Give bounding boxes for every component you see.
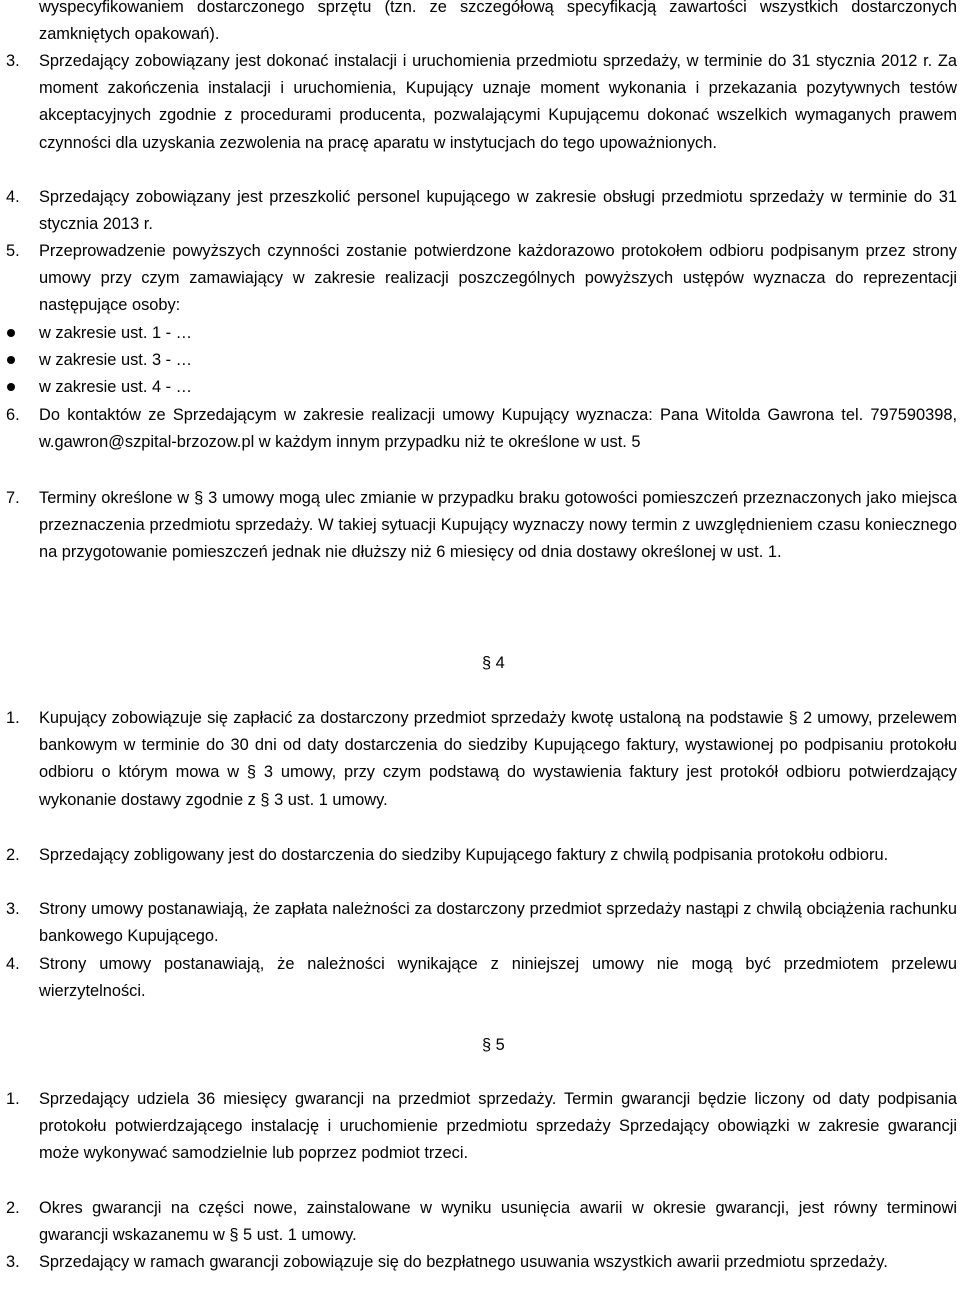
paragraph-text: Sprzedający w ramach gwarancji zobowiązuje się do bezpłatnego usuwania wszystkich awarii przedmiotu sprzedaży. — [39, 1253, 888, 1271]
item-number: 1. — [6, 1090, 20, 1108]
paragraph-text: Sprzedający zobowiązany jest przeszkolić personel kupującego w zakresie obsługi przedmiotu sprzedaży w terminie do 31 stycznia 2013 r. — [39, 188, 957, 234]
paragraph-text: Sprzedający udziela 36 miesięcy gwarancji na przedmiot sprzedaży. Termin gwarancji będzie liczony od daty podpisania protokołu potwierdzającego instalację i uruchomienie przedmiotu sprzedaży Sprzedający obowiązki w zakresie gwarancji może wykonywać samodzielnie lub poprzez podmiot trzeci. — [39, 1090, 957, 1163]
item-number: 6. — [6, 406, 20, 424]
paragraph-text: Strony umowy postanawiają, że należności wynikające z niniejszej umowy nie mogą być przedmiotem przelewu wierzytelności. — [39, 955, 957, 1001]
item-number: 1. — [6, 709, 20, 727]
paragraph-text: Do kontaktów ze Sprzedającym w zakresie realizacji umowy Kupujący wyznacza: Pana Witolda Gawrona tel. 797590398, w.gawron@szpital-brzozow.pl w każdym innym przypadku niż te określone w ust. 5 — [39, 406, 957, 452]
item-number: 3. — [6, 900, 20, 918]
paragraph-text: Terminy określone w § 3 umowy mogą ulec zmianie w przypadku braku gotowości pomieszczeń przeznaczonych jako miejsca przeznaczenia przedmiotu sprzedaży. W takiej sytuacji Kupujący wyznaczy nowy termin z uwzględnieniem czasu koniecznego na przygotowanie pomieszczeń jednak nie dłuższy niż 6 miesięcy od dnia dostawy określonej w ust. 1. — [39, 489, 957, 562]
bullet-text: w zakresie ust. 3 - … — [39, 351, 193, 369]
item-number: 2. — [6, 1199, 20, 1217]
item-number: 3. — [6, 1253, 20, 1271]
item-number: 5. — [6, 242, 20, 260]
item-number: 4. — [6, 188, 20, 206]
item-number: 7. — [6, 489, 20, 507]
item-number: 4. — [6, 955, 20, 973]
bullet-icon — [7, 383, 15, 391]
paragraph-text: Sprzedający zobligowany jest do dostarczenia do siedziby Kupującego faktury z chwilą podpisania protokołu odbioru. — [39, 846, 889, 864]
item-number: 2. — [6, 846, 20, 864]
section-heading: § 5 — [482, 1036, 505, 1054]
bullet-icon — [7, 356, 15, 364]
paragraph-text: Kupujący zobowiązuje się zapłacić za dostarczony przedmiot sprzedaży kwotę ustaloną na podstawie § 2 umowy, przelewem bankowym w terminie do 30 dni od daty dostarczenia do siedziby Kupującego faktury, wystawionej po podpisaniu protokołu odbioru o którym mowa w § 3 umowy, przy czym podstawą do wystawienia faktury jest protokół odbioru potwierdzający wykonanie dostawy zgodnie z § 3 ust. 1 umowy. — [39, 709, 957, 809]
bullet-text: w zakresie ust. 4 - … — [39, 378, 193, 396]
paragraph-text: Przeprowadzenie powyższych czynności zostanie potwierdzone każdorazowo protokołem odbioru podpisanym przez strony umowy przy czym zamawiający w zakresie realizacji poszczególnych powyższych ustępów wyznacza do reprezentacji następujące osoby: — [39, 242, 957, 315]
item-number: 3. — [6, 52, 20, 70]
bullet-text: w zakresie ust. 1 - … — [39, 324, 193, 342]
paragraph-text: Okres gwarancji na części nowe, zainstalowane w wyniku usunięcia awarii w okresie gwarancji, jest równy terminowi gwarancji wskazanemu w § 5 ust. 1 umowy. — [39, 1199, 957, 1245]
bullet-icon — [7, 329, 15, 337]
paragraph-text: Sprzedający zobowiązany jest dokonać instalacji i uruchomienia przedmiotu sprzedaży, w terminie do 31 stycznia 2012 r. Za moment zakończenia instalacji i uruchomienia, Kupujący uznaje moment wykonania i przekazania pozytywnych testów akceptacyjnych zgodnie z procedurami producenta, pozwalającymi Kupującemu dokonać wszelkich wymaganych prawem czynności dla uzyskania zezwolenia na pracę aparatu w instytucjach do tego upoważnionych. — [39, 52, 957, 152]
paragraph-text: wyspecyfikowaniem dostarczonego sprzętu (tzn. ze szczegółową specyfikacją zawartości wszystkich dostarczonych zamkniętych opakowań). — [39, 0, 957, 44]
section-heading: § 4 — [482, 654, 505, 672]
paragraph-text: Strony umowy postanawiają, że zapłata należności za dostarczony przedmiot sprzedaży nastąpi z chwilą obciążenia rachunku bankowego Kupującego. — [39, 900, 957, 946]
